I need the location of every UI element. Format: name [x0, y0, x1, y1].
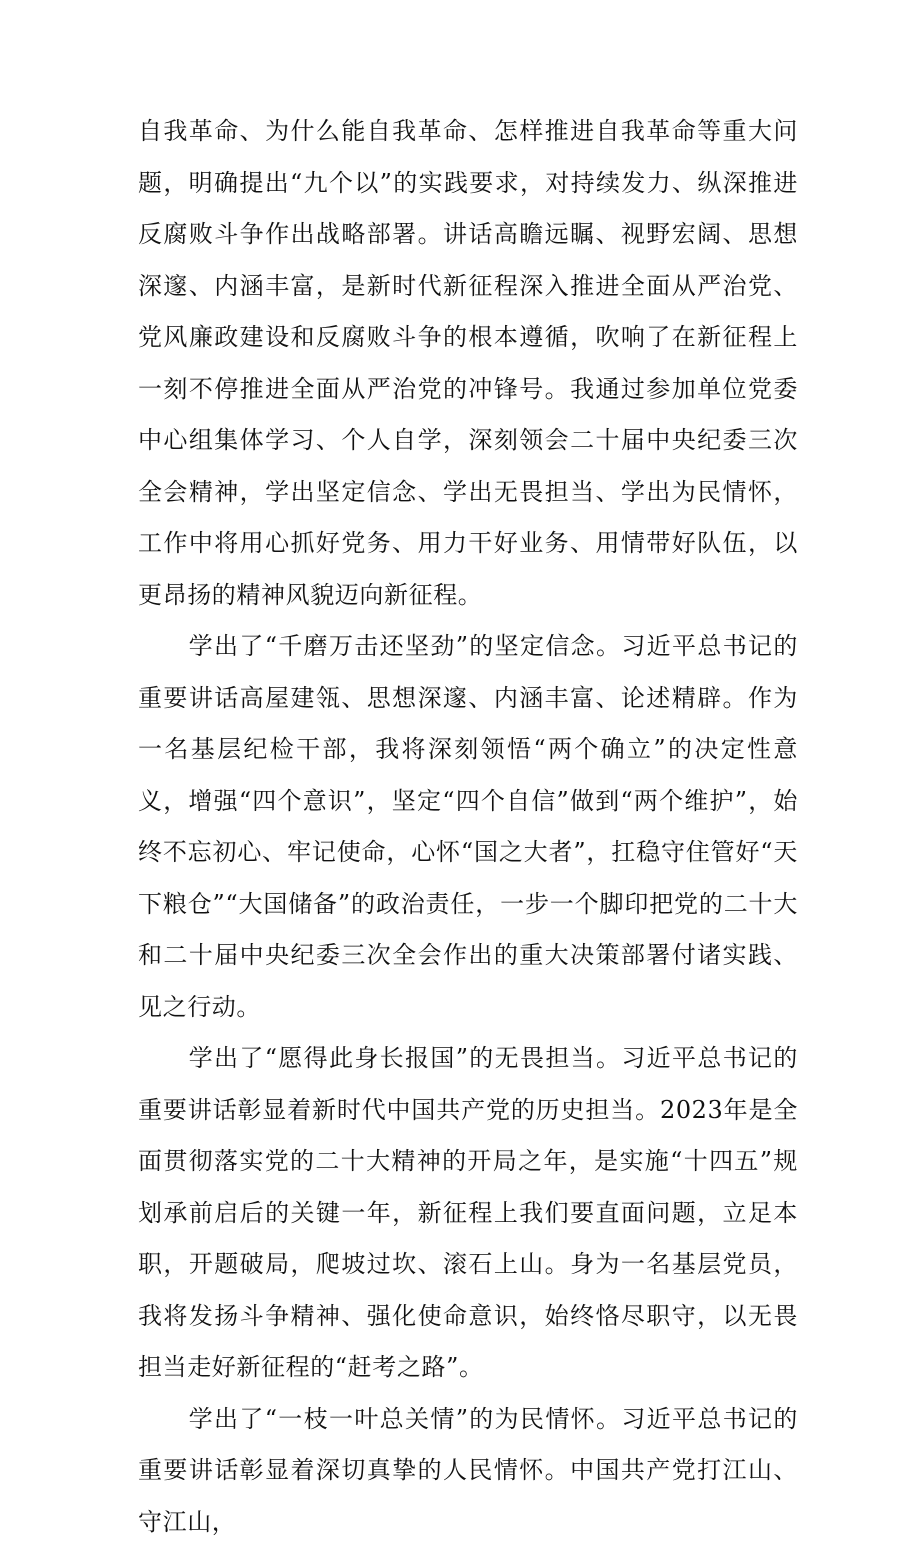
- paragraph-firm-belief: 学出了“千磨万击还坚劲”的坚定信念。习近平总书记的重要讲话高屋建瓴、思想深邃、内涵丰富、论述精辟。作为一名基层纪检干部，我将深刻领悟“两个确立”的决定性意义，增强“四个意识”，坚定“四个自信”做到“两个维护”，始终不忘初心、牢记使命，心怀“国之大者”，扛稳守住管好“天下粮仓”“大国储备”的政治责任，一步一个脚印把党的二十大和二十届中央纪委三次全会作出的重大决策部署付诸实践、见之行动。: [138, 621, 798, 1033]
- paragraph-fearless-responsibility: 学出了“愿得此身长报国”的无畏担当。习近平总书记的重要讲话彰显着新时代中国共产党的历史担当。2023年是全面贯彻落实党的二十大精神的开局之年，是实施“十四五”规划承前启后的关键一年，新征程上我们要直面问题，立足本职，开题破局，爬坡过坎、滚石上山。身为一名基层党员，我将发扬斗争精神、强化使命意识，始终恪尽职守，以无畏担当走好新征程的“赶考之路”。: [138, 1033, 798, 1394]
- document-body: [138, 106, 798, 1548]
- paragraph-intro: 自我革命、为什么能自我革命、怎样推进自我革命等重大问题，明确提出“九个以”的实践要求，对持续发力、纵深推进反腐败斗争作出战略部署。讲话高瞻远瞩、视野宏阔、思想深邃、内涵丰富，是新时代新征程深入推进全面从严治党、党风廉政建设和反腐败斗争的根本遵循，吹响了在新征程上一刻不停推进全面从严治党的冲锋号。我通过参加单位党委中心组集体学习、个人自学，深刻领会二十届中央纪委三次全会精神，学出坚定信念、学出无畏担当、学出为民情怀，工作中将用心抓好党务、用力干好业务、用情带好队伍，以更昂扬的精神风貌迈向新征程。: [138, 106, 798, 621]
- paragraph-people-feelings: 学出了“一枝一叶总关情”的为民情怀。习近平总书记的重要讲话彰显着深切真挚的人民情怀。中国共产党打江山、守江山，: [138, 1394, 798, 1548]
